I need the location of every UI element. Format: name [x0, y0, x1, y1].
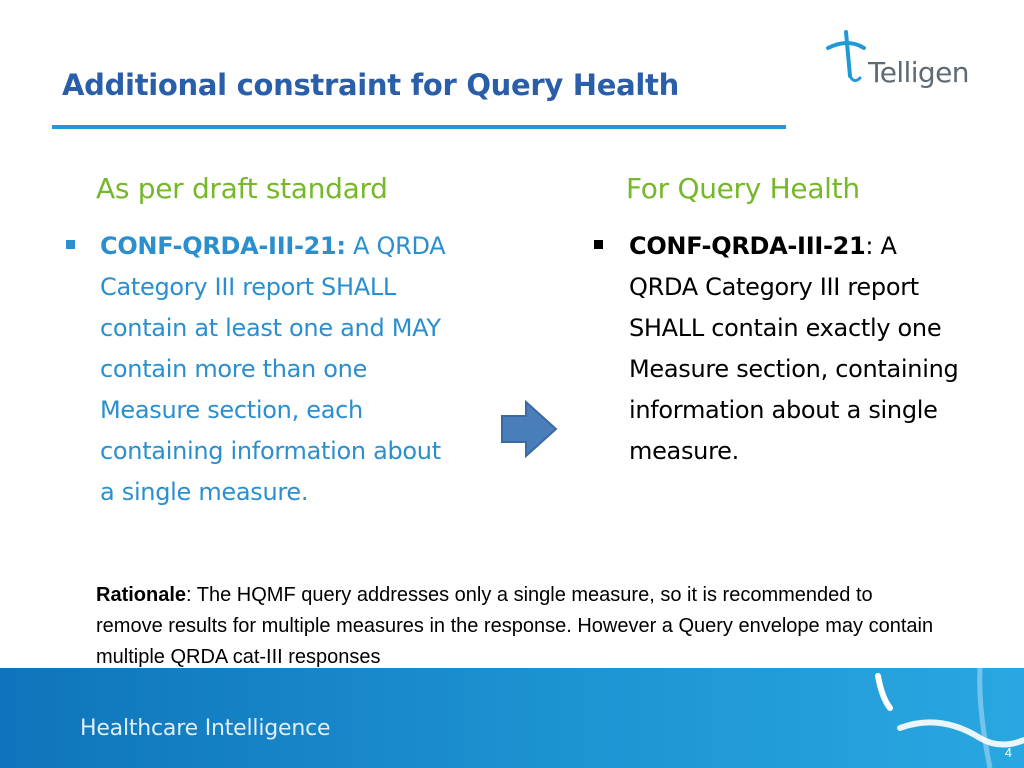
left-bullet-icon: [66, 240, 75, 249]
logo-text: Telligen: [868, 56, 969, 89]
title-underline: [52, 125, 786, 129]
right-bullet-icon: [594, 240, 603, 249]
footer-tagline: Healthcare Intelligence: [80, 716, 331, 741]
left-bullet-text: [100, 226, 460, 513]
footer-band: [0, 668, 1024, 768]
right-body-text: : A QRDA Category III report SHALL contain exactly one Measure section, containing information about a single measure.: [629, 232, 959, 465]
right-code-label: CONF-QRDA-III-21: [629, 232, 866, 260]
left-code-label: CONF-QRDA-III-21:: [100, 232, 346, 260]
right-arrow-icon: [500, 400, 558, 458]
page-title: Additional constraint for Query Health: [62, 68, 679, 102]
left-column-heading: As per draft standard: [96, 172, 388, 205]
footer-swoosh-icon: [830, 668, 1024, 768]
left-body-text: A QRDA Category III report SHALL contain at least one and MAY contain more than one Measure section, each containing information about a single measure.: [100, 232, 446, 506]
right-bullet-text: [629, 226, 959, 472]
rationale-label: Rationale: [96, 584, 187, 606]
right-column-heading: For Query Health: [626, 172, 860, 205]
rationale-text: [96, 580, 936, 673]
page-number: 4: [1004, 745, 1012, 760]
rationale-body: : The HQMF query addresses only a single measure, so it is recommended to remove results for multiple measures in the response. However a Query envelope may contain multiple QRDA cat-III responses: [96, 584, 934, 668]
